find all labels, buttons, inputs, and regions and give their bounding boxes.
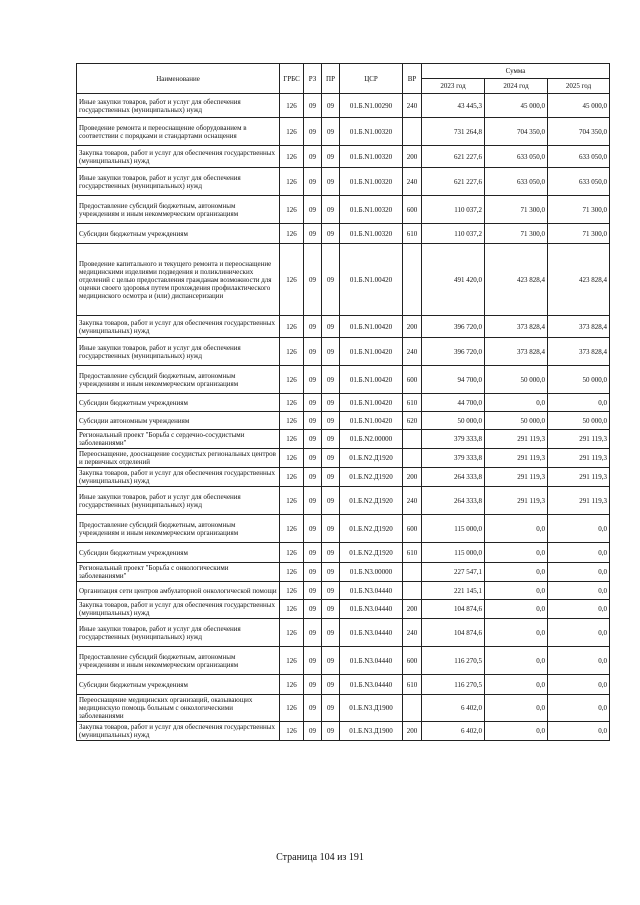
row-vr xyxy=(403,430,422,449)
row-vr: 610 xyxy=(403,224,422,244)
row-sum-2024: 71 300,0 xyxy=(485,196,548,224)
row-name: Региональный проект "Борьба с сердечно-сосудистыми заболеваниями" xyxy=(77,430,280,449)
row-sum-2023: 110 037,2 xyxy=(422,224,485,244)
row-sum-2023: 110 037,2 xyxy=(422,196,485,224)
row-sum-2023: 115 000,0 xyxy=(422,543,485,563)
row-name: Субсидии автономным учреждениям xyxy=(77,412,280,430)
table-row xyxy=(77,487,610,515)
row-csr: 01.Б.N3.04440 xyxy=(340,647,403,675)
header-2024: 2024 год xyxy=(485,79,548,94)
row-vr xyxy=(403,563,422,582)
row-name: Региональный проект "Борьба с онкологическими заболеваниями" xyxy=(77,563,280,582)
row-name: Предоставление субсидий бюджетным, автономным учреждениям и иным некоммерческим организациям xyxy=(77,196,280,224)
row-sum-2024: 0,0 xyxy=(485,675,548,695)
row-pr: 09 xyxy=(322,449,340,468)
row-name: Проведение ремонта и переоснащение оборудованием в соответствии с порядками и стандартами оснащения xyxy=(77,118,280,146)
row-sum-2025: 291 119,3 xyxy=(548,449,610,468)
row-rz: 09 xyxy=(304,118,322,146)
row-sum-2023: 379 333,8 xyxy=(422,430,485,449)
row-name: Закупка товаров, работ и услуг для обеспечения государственных (муниципальных) нужд xyxy=(77,722,280,741)
row-pr: 09 xyxy=(322,394,340,412)
row-sum-2024: 0,0 xyxy=(485,647,548,675)
row-sum-2024: 291 119,3 xyxy=(485,468,548,487)
header-pr: ПР xyxy=(322,64,340,94)
row-name: Иные закупки товаров, работ и услуг для обеспечения государственных (муниципальных) нужд xyxy=(77,619,280,647)
row-vr: 240 xyxy=(403,168,422,196)
row-rz: 09 xyxy=(304,695,322,722)
row-pr: 09 xyxy=(322,412,340,430)
row-pr: 09 xyxy=(322,338,340,366)
row-rz: 09 xyxy=(304,430,322,449)
row-vr xyxy=(403,695,422,722)
row-rz: 09 xyxy=(304,338,322,366)
page-number: Страница 104 из 191 xyxy=(276,852,364,863)
row-sum-2024: 50 000,0 xyxy=(485,412,548,430)
row-sum-2024: 0,0 xyxy=(485,543,548,563)
row-grbs: 126 xyxy=(280,168,304,196)
table-row xyxy=(77,619,610,647)
row-sum-2023: 396 720,0 xyxy=(422,338,485,366)
row-grbs: 126 xyxy=(280,366,304,394)
row-name: Субсидии бюджетным учреждениям xyxy=(77,675,280,695)
table-row xyxy=(77,449,610,468)
row-pr: 09 xyxy=(322,224,340,244)
row-vr: 600 xyxy=(403,647,422,675)
row-csr: 01.Б.N1.00320 xyxy=(340,168,403,196)
row-vr: 200 xyxy=(403,468,422,487)
row-grbs: 126 xyxy=(280,244,304,316)
row-name: Проведение капитального и текущего ремонта и переоснащение медицинскими изделиями подведения и поликлинических отделений с целью предоставления гражданам возможности для оценки своего здоровья путем прохождения профилактического медицинского осмотра и (или) диспансеризации xyxy=(77,244,280,316)
table-row xyxy=(77,244,610,316)
row-sum-2023: 264 333,8 xyxy=(422,487,485,515)
row-sum-2023: 264 333,8 xyxy=(422,468,485,487)
row-sum-2023: 104 874,6 xyxy=(422,619,485,647)
row-csr: 01.Б.N1.00420 xyxy=(340,316,403,338)
table-row xyxy=(77,224,610,244)
row-csr: 01.Б.N3.Д1900 xyxy=(340,722,403,741)
row-vr: 200 xyxy=(403,316,422,338)
row-grbs: 126 xyxy=(280,487,304,515)
row-sum-2023: 731 264,8 xyxy=(422,118,485,146)
row-sum-2025: 423 828,4 xyxy=(548,244,610,316)
row-name: Переоснащение медицинских организаций, оказывающих медицинскую помощь больным с онкологическими заболеваниями xyxy=(77,695,280,722)
row-name: Закупка товаров, работ и услуг для обеспечения государственных (муниципальных) нужд xyxy=(77,468,280,487)
row-csr: 01.Б.N1.00320 xyxy=(340,196,403,224)
row-grbs: 126 xyxy=(280,619,304,647)
row-sum-2024: 291 119,3 xyxy=(485,449,548,468)
row-name: Предоставление субсидий бюджетным, автономным учреждениям и иным некоммерческим организациям xyxy=(77,515,280,543)
row-rz: 09 xyxy=(304,449,322,468)
row-rz: 09 xyxy=(304,582,322,600)
header-sum: Сумма xyxy=(422,64,610,79)
row-rz: 09 xyxy=(304,412,322,430)
row-sum-2025: 633 050,0 xyxy=(548,146,610,168)
row-vr xyxy=(403,449,422,468)
row-csr: 01.Б.N2.Д1920 xyxy=(340,449,403,468)
row-grbs: 126 xyxy=(280,394,304,412)
row-vr: 600 xyxy=(403,196,422,224)
row-pr: 09 xyxy=(322,196,340,224)
row-csr: 01.Б.N2.00000 xyxy=(340,430,403,449)
table-row xyxy=(77,366,610,394)
row-csr: 01.Б.N1.00420 xyxy=(340,244,403,316)
row-sum-2023: 6 402,0 xyxy=(422,695,485,722)
row-name: Закупка товаров, работ и услуг для обеспечения государственных (муниципальных) нужд xyxy=(77,600,280,619)
row-rz: 09 xyxy=(304,619,322,647)
row-sum-2023: 221 145,1 xyxy=(422,582,485,600)
row-rz: 09 xyxy=(304,366,322,394)
row-csr: 01.Б.N1.00320 xyxy=(340,146,403,168)
row-csr: 01.Б.N3.Д1900 xyxy=(340,695,403,722)
row-csr: 01.Б.N3.04440 xyxy=(340,675,403,695)
row-grbs: 126 xyxy=(280,412,304,430)
row-sum-2024: 423 828,4 xyxy=(485,244,548,316)
header-csr: ЦСР xyxy=(340,64,403,94)
row-rz: 09 xyxy=(304,94,322,118)
row-name: Закупка товаров, работ и услуг для обеспечения государственных (муниципальных) нужд xyxy=(77,316,280,338)
row-csr: 01.Б.N1.00420 xyxy=(340,394,403,412)
row-grbs: 126 xyxy=(280,430,304,449)
row-sum-2024: 291 119,3 xyxy=(485,487,548,515)
row-sum-2025: 45 000,0 xyxy=(548,94,610,118)
row-sum-2025: 291 119,3 xyxy=(548,487,610,515)
row-pr: 09 xyxy=(322,430,340,449)
row-grbs: 126 xyxy=(280,647,304,675)
row-sum-2025: 0,0 xyxy=(548,563,610,582)
table-row xyxy=(77,600,610,619)
table-row xyxy=(77,412,610,430)
table-row xyxy=(77,515,610,543)
row-grbs: 126 xyxy=(280,196,304,224)
row-name: Организация сети центров амбулаторной онкологической помощи xyxy=(77,582,280,600)
row-csr: 01.Б.N3.04440 xyxy=(340,582,403,600)
row-sum-2024: 0,0 xyxy=(485,619,548,647)
row-grbs: 126 xyxy=(280,563,304,582)
row-csr: 01.Б.N1.00420 xyxy=(340,338,403,366)
row-grbs: 126 xyxy=(280,515,304,543)
row-rz: 09 xyxy=(304,168,322,196)
row-grbs: 126 xyxy=(280,582,304,600)
row-sum-2025: 704 350,0 xyxy=(548,118,610,146)
row-pr: 09 xyxy=(322,168,340,196)
table-row xyxy=(77,695,610,722)
row-name: Иные закупки товаров, работ и услуг для обеспечения государственных (муниципальных) нужд xyxy=(77,94,280,118)
row-pr: 09 xyxy=(322,94,340,118)
row-sum-2023: 116 270,5 xyxy=(422,675,485,695)
table-row xyxy=(77,563,610,582)
row-sum-2025: 373 828,4 xyxy=(548,338,610,366)
row-rz: 09 xyxy=(304,563,322,582)
row-vr: 610 xyxy=(403,543,422,563)
row-csr: 01.Б.N2.Д1920 xyxy=(340,515,403,543)
row-sum-2023: 116 270,5 xyxy=(422,647,485,675)
row-pr: 09 xyxy=(322,515,340,543)
table-body xyxy=(77,94,610,741)
row-pr: 09 xyxy=(322,582,340,600)
row-name: Закупка товаров, работ и услуг для обеспечения государственных (муниципальных) нужд xyxy=(77,146,280,168)
row-pr: 09 xyxy=(322,695,340,722)
row-csr: 01.Б.N1.00420 xyxy=(340,366,403,394)
row-pr: 09 xyxy=(322,366,340,394)
row-csr: 01.Б.N2.Д1920 xyxy=(340,487,403,515)
row-rz: 09 xyxy=(304,722,322,741)
table-row xyxy=(77,430,610,449)
row-csr: 01.Б.N1.00290 xyxy=(340,94,403,118)
row-rz: 09 xyxy=(304,515,322,543)
header-vr: ВР xyxy=(403,64,422,94)
table-row xyxy=(77,146,610,168)
row-sum-2023: 43 445,3 xyxy=(422,94,485,118)
row-sum-2024: 0,0 xyxy=(485,722,548,741)
row-sum-2024: 633 050,0 xyxy=(485,146,548,168)
table-row xyxy=(77,338,610,366)
row-vr xyxy=(403,244,422,316)
row-sum-2024: 704 350,0 xyxy=(485,118,548,146)
row-csr: 01.Б.N1.00320 xyxy=(340,224,403,244)
row-csr: 01.Б.N3.00000 xyxy=(340,563,403,582)
row-name: Субсидии бюджетным учреждениям xyxy=(77,543,280,563)
row-sum-2024: 0,0 xyxy=(485,515,548,543)
row-pr: 09 xyxy=(322,316,340,338)
row-sum-2024: 633 050,0 xyxy=(485,168,548,196)
row-vr: 200 xyxy=(403,722,422,741)
row-rz: 09 xyxy=(304,244,322,316)
row-vr: 610 xyxy=(403,675,422,695)
row-sum-2024: 0,0 xyxy=(485,394,548,412)
row-vr xyxy=(403,118,422,146)
budget-table xyxy=(76,63,610,741)
row-sum-2025: 0,0 xyxy=(548,722,610,741)
row-grbs: 126 xyxy=(280,543,304,563)
row-vr: 600 xyxy=(403,366,422,394)
row-vr: 200 xyxy=(403,146,422,168)
table-row xyxy=(77,316,610,338)
table-row xyxy=(77,118,610,146)
header-2025: 2025 год xyxy=(548,79,610,94)
row-rz: 09 xyxy=(304,600,322,619)
row-name: Иные закупки товаров, работ и услуг для обеспечения государственных (муниципальных) нужд xyxy=(77,168,280,196)
row-sum-2023: 6 402,0 xyxy=(422,722,485,741)
row-csr: 01.Б.N3.04440 xyxy=(340,619,403,647)
header-2023: 2023 год xyxy=(422,79,485,94)
header-grbs: ГРБС xyxy=(280,64,304,94)
row-sum-2024: 0,0 xyxy=(485,582,548,600)
table-header xyxy=(77,64,610,94)
table-row xyxy=(77,168,610,196)
row-vr: 240 xyxy=(403,338,422,366)
row-sum-2024: 0,0 xyxy=(485,563,548,582)
row-sum-2024: 0,0 xyxy=(485,600,548,619)
row-csr: 01.Б.N2.Д1920 xyxy=(340,468,403,487)
row-csr: 01.Б.N2.Д1920 xyxy=(340,543,403,563)
row-sum-2023: 44 700,0 xyxy=(422,394,485,412)
row-rz: 09 xyxy=(304,675,322,695)
row-grbs: 126 xyxy=(280,449,304,468)
row-name: Предоставление субсидий бюджетным, автономным учреждениям и иным некоммерческим организациям xyxy=(77,366,280,394)
row-name: Иные закупки товаров, работ и услуг для обеспечения государственных (муниципальных) нужд xyxy=(77,487,280,515)
row-grbs: 126 xyxy=(280,722,304,741)
table-row xyxy=(77,94,610,118)
row-sum-2025: 50 000,0 xyxy=(548,366,610,394)
header-name: Наименование xyxy=(77,64,280,94)
table-row xyxy=(77,647,610,675)
row-rz: 09 xyxy=(304,146,322,168)
row-csr: 01.Б.N1.00420 xyxy=(340,412,403,430)
row-grbs: 126 xyxy=(280,468,304,487)
table-row xyxy=(77,394,610,412)
row-sum-2025: 373 828,4 xyxy=(548,316,610,338)
row-sum-2025: 0,0 xyxy=(548,582,610,600)
header-rz: РЗ xyxy=(304,64,322,94)
row-sum-2024: 291 119,3 xyxy=(485,430,548,449)
row-pr: 09 xyxy=(322,722,340,741)
table-row xyxy=(77,722,610,741)
row-sum-2023: 227 547,1 xyxy=(422,563,485,582)
row-pr: 09 xyxy=(322,619,340,647)
row-grbs: 126 xyxy=(280,695,304,722)
row-grbs: 126 xyxy=(280,224,304,244)
row-sum-2025: 0,0 xyxy=(548,675,610,695)
table-row xyxy=(77,196,610,224)
row-sum-2025: 633 050,0 xyxy=(548,168,610,196)
row-pr: 09 xyxy=(322,244,340,316)
row-rz: 09 xyxy=(304,394,322,412)
row-sum-2025: 291 119,3 xyxy=(548,468,610,487)
row-pr: 09 xyxy=(322,468,340,487)
row-name: Переоснащение, дооснащение сосудистых региональных центров и первичных отделений xyxy=(77,449,280,468)
row-pr: 09 xyxy=(322,563,340,582)
row-sum-2024: 373 828,4 xyxy=(485,338,548,366)
row-vr: 200 xyxy=(403,600,422,619)
table-row xyxy=(77,543,610,563)
row-grbs: 126 xyxy=(280,146,304,168)
row-grbs: 126 xyxy=(280,316,304,338)
row-rz: 09 xyxy=(304,196,322,224)
row-sum-2023: 104 874,6 xyxy=(422,600,485,619)
row-pr: 09 xyxy=(322,543,340,563)
row-sum-2025: 0,0 xyxy=(548,600,610,619)
row-grbs: 126 xyxy=(280,94,304,118)
row-sum-2023: 50 000,0 xyxy=(422,412,485,430)
row-name: Субсидии бюджетным учреждениям xyxy=(77,224,280,244)
row-vr: 240 xyxy=(403,619,422,647)
row-sum-2025: 0,0 xyxy=(548,543,610,563)
table-row xyxy=(77,675,610,695)
row-vr xyxy=(403,582,422,600)
row-pr: 09 xyxy=(322,647,340,675)
row-grbs: 126 xyxy=(280,338,304,366)
row-sum-2024: 50 000,0 xyxy=(485,366,548,394)
row-vr: 620 xyxy=(403,412,422,430)
table-row xyxy=(77,468,610,487)
row-pr: 09 xyxy=(322,675,340,695)
row-name: Иные закупки товаров, работ и услуг для обеспечения государственных (муниципальных) нужд xyxy=(77,338,280,366)
row-sum-2025: 0,0 xyxy=(548,619,610,647)
row-name: Предоставление субсидий бюджетным, автономным учреждениям и иным некоммерческим организациям xyxy=(77,647,280,675)
row-sum-2024: 0,0 xyxy=(485,695,548,722)
row-sum-2023: 115 000,0 xyxy=(422,515,485,543)
row-sum-2023: 396 720,0 xyxy=(422,316,485,338)
row-name: Субсидии бюджетным учреждениям xyxy=(77,394,280,412)
row-pr: 09 xyxy=(322,118,340,146)
row-vr: 610 xyxy=(403,394,422,412)
row-sum-2025: 71 300,0 xyxy=(548,196,610,224)
row-sum-2025: 0,0 xyxy=(548,394,610,412)
row-grbs: 126 xyxy=(280,600,304,619)
row-sum-2023: 621 227,6 xyxy=(422,146,485,168)
row-sum-2024: 373 828,4 xyxy=(485,316,548,338)
row-rz: 09 xyxy=(304,543,322,563)
row-sum-2024: 71 300,0 xyxy=(485,224,548,244)
row-sum-2025: 50 000,0 xyxy=(548,412,610,430)
row-rz: 09 xyxy=(304,487,322,515)
row-rz: 09 xyxy=(304,316,322,338)
table-row xyxy=(77,582,610,600)
row-pr: 09 xyxy=(322,487,340,515)
row-csr: 01.Б.N3.04440 xyxy=(340,600,403,619)
row-rz: 09 xyxy=(304,647,322,675)
row-sum-2023: 491 420,0 xyxy=(422,244,485,316)
row-vr: 600 xyxy=(403,515,422,543)
row-sum-2025: 0,0 xyxy=(548,647,610,675)
row-pr: 09 xyxy=(322,600,340,619)
row-sum-2024: 45 000,0 xyxy=(485,94,548,118)
row-grbs: 126 xyxy=(280,118,304,146)
row-sum-2025: 0,0 xyxy=(548,515,610,543)
row-sum-2025: 0,0 xyxy=(548,695,610,722)
row-sum-2025: 71 300,0 xyxy=(548,224,610,244)
row-csr: 01.Б.N1.00320 xyxy=(340,118,403,146)
row-pr: 09 xyxy=(322,146,340,168)
row-vr: 240 xyxy=(403,94,422,118)
row-sum-2023: 621 227,6 xyxy=(422,168,485,196)
row-sum-2023: 379 333,8 xyxy=(422,449,485,468)
row-sum-2025: 291 119,3 xyxy=(548,430,610,449)
row-vr: 240 xyxy=(403,487,422,515)
row-rz: 09 xyxy=(304,468,322,487)
row-rz: 09 xyxy=(304,224,322,244)
row-grbs: 126 xyxy=(280,675,304,695)
row-sum-2023: 94 700,0 xyxy=(422,366,485,394)
